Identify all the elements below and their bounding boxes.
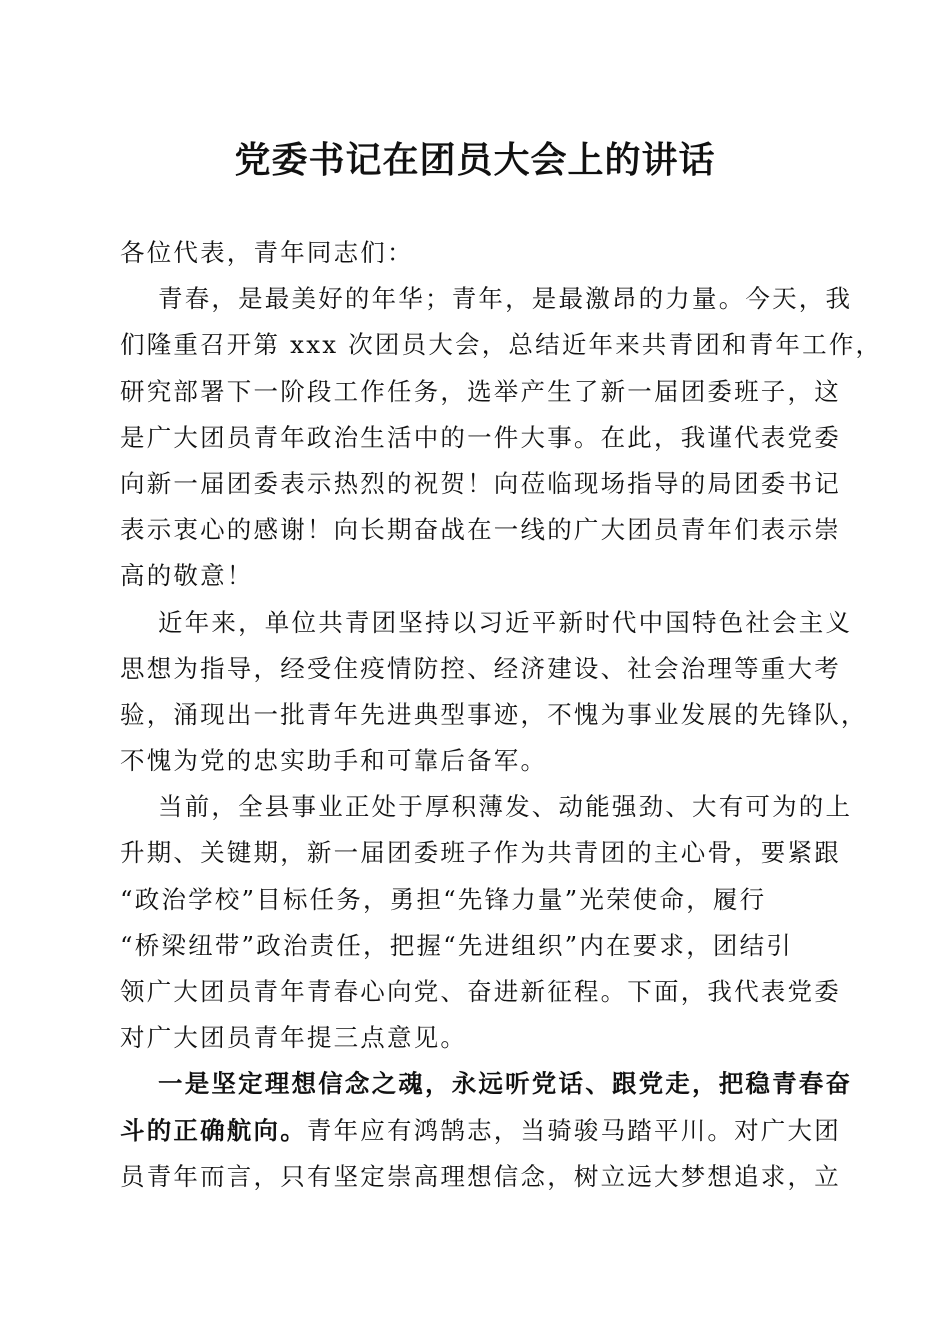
paragraph-line: 不愧为党的忠实助手和可靠后备军。: [120, 746, 548, 776]
paragraph-line: 近年来，单位共青团坚持以习近平新时代中国特色社会主义: [158, 607, 853, 637]
bold-heading-text: 一是坚定理想信念之魂，永远听党话、跟党走，把稳青春奋: [158, 1069, 853, 1099]
document-title: 党委书记在团员大会上的讲话: [234, 139, 716, 181]
paragraph-line: 验，涌现出一批青年先进典型事迹，不愧为事业发展的先锋队，: [120, 699, 868, 729]
paragraph-line: [120, 1154, 841, 1200]
paragraph-line: 升期、关键期，新一届团委班子作为共青团的主心骨，要紧跟: [120, 838, 841, 868]
body-text-run: 员青年而言，只有坚定崇高理想信念，树立远大梦想追求，立: [120, 1161, 841, 1191]
paragraph-line: 是广大团员青年政治生活中的一件大事。在此，我谨代表党委: [120, 422, 841, 452]
paragraph-line: 向新一届团委表示热烈的祝贺！向莅临现场指导的局团委书记: [120, 468, 841, 498]
paragraph-line: 领广大团员青年青春心向党、奋进新征程。下面，我代表党委: [120, 977, 841, 1006]
paragraph-2: [120, 600, 868, 785]
paragraph-line: 对广大团员青年提三点意见。: [120, 1023, 468, 1053]
paragraph-line: 青春，是最美好的年华；青年，是最激昂的力量。今天，我: [158, 284, 853, 314]
salutation: 各位代表，青年同志们：: [120, 238, 414, 267]
paragraph-line: “政治学校”目标任务，勇担“先锋力量”光荣使命，履行: [120, 884, 767, 914]
paragraph-line: 们隆重召开第 xxx 次团员大会，总结近年来共青团和青年工作，: [120, 330, 883, 360]
paragraph-line: [120, 1108, 841, 1154]
document-body: [120, 230, 883, 1200]
paragraph-line: 研究部署下一阶段工作任务，选举产生了新一届团委班子，这: [120, 376, 841, 406]
paragraph-line: [120, 1061, 853, 1107]
bold-heading-text: 斗的正确航向。: [120, 1115, 307, 1145]
body-text-run: 青年应有鸿鹄志，当骑骏马踏平川。对广大团: [306, 1115, 841, 1145]
paragraph-line: 表示衷心的感谢！向长期奋战在一线的广大团员青年们表示崇: [120, 515, 841, 545]
paragraph-line: 当前，全县事业正处于厚积薄发、动能强劲、大有可为的上: [158, 792, 853, 822]
paragraph-1: [120, 276, 883, 599]
paragraph-line: “桥梁纽带”政治责任，把握“先进组织”内在要求，团结引: [120, 930, 793, 960]
paragraph-line: 思想为指导，经受住疫情防控、经济建设、社会治理等重大考: [120, 653, 841, 683]
paragraph-line: 高的敬意！: [120, 561, 254, 591]
paragraph-3: [120, 784, 853, 1061]
paragraph-4: [120, 1061, 853, 1200]
